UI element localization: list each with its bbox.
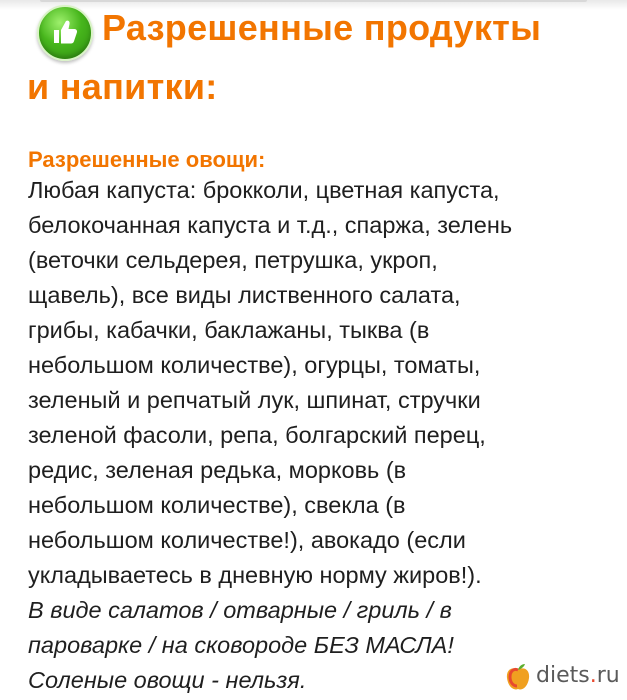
body-text-line: грибы, кабачки, баклажаны, тыква (в <box>28 317 430 343</box>
thumbs-up-icon <box>37 5 93 61</box>
site-watermark <box>504 660 624 694</box>
body-text-line: небольшом количестве!), авокадо (если <box>28 527 466 553</box>
italic-note-line: Соленые овощи - нельзя. <box>28 667 307 693</box>
body-text-line: укладываетесь в дневную норму жиров!). <box>28 562 482 588</box>
section-title: Разрешенные овощи: <box>28 147 266 172</box>
body-text-line: щавель), все виды лиственного салата, <box>28 282 461 308</box>
body-text-line: небольшом количестве), огурцы, томаты, <box>28 352 481 378</box>
page-title-line-1: Разрешенные продукты <box>102 7 542 48</box>
body-text-line: зеленый и репчатый лук, шпинат, стручки <box>28 387 481 413</box>
body-text-line: небольшом количестве), свекла (в <box>28 492 406 518</box>
body-text-line: зеленой фасоли, репа, болгарский перец, <box>28 422 486 448</box>
page-title-line-2: и напитки: <box>27 66 218 107</box>
watermark-text: diets.ru <box>536 663 620 688</box>
body-text-line: редис, зеленая редька, морковь (в <box>28 457 407 483</box>
apple-icon <box>504 662 532 692</box>
body-text-line: (веточки сельдерея, петрушка, укроп, <box>28 247 438 273</box>
body-text-line: Любая капуста: брокколи, цветная капуста, <box>28 177 500 203</box>
italic-note-line: пароварке / на сковороде БЕЗ МАСЛА! <box>28 632 454 658</box>
italic-note-line: В виде салатов / отварные / гриль / в <box>28 597 452 623</box>
body-text-line: белокочанная капуста и т.д., спаржа, зелень <box>28 212 513 238</box>
